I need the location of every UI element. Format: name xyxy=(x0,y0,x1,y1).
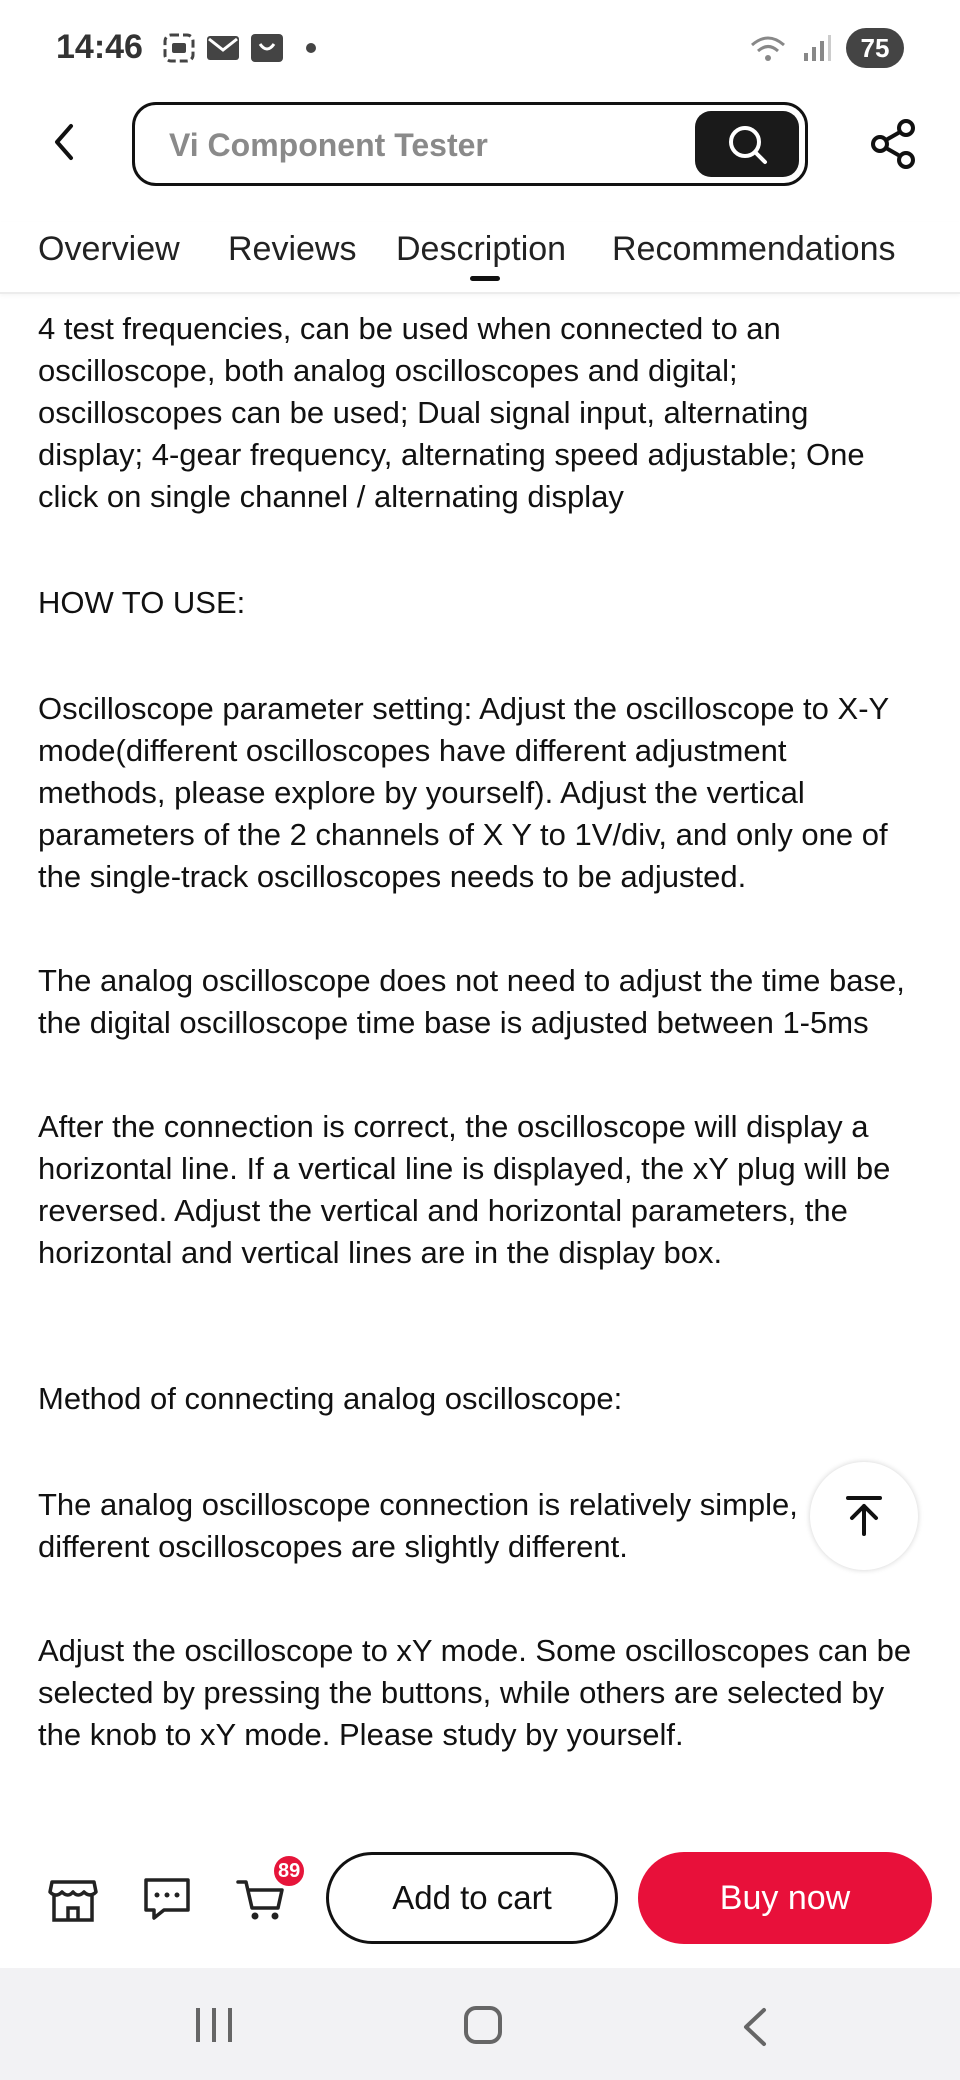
description-paragraph: Oscilloscope parameter setting: Adjust the oscilloscope to X-Y mode(different oscilloscopes have different adjustment methods, please explore by yourself). Adjust the vertical parameters of the 2 channels of X Y to 1V/div, and only one of the single-track oscilloscopes needs to be adjusted. xyxy=(38,691,889,894)
search-query: Vi Component Tester xyxy=(169,127,488,163)
system-status xyxy=(748,28,904,68)
store-icon xyxy=(46,1872,100,1926)
shop-icon xyxy=(250,32,284,64)
back-button[interactable] xyxy=(40,118,88,166)
battery-indicator: 75 xyxy=(846,28,904,68)
more-notifications-dot xyxy=(306,43,316,53)
recent-apps-button[interactable] xyxy=(196,2008,232,2042)
store-button[interactable] xyxy=(46,1872,100,1926)
cart-count-badge: 89 xyxy=(272,1854,306,1888)
system-back-button[interactable] xyxy=(740,2006,770,2053)
status-time: 14:46 xyxy=(56,28,143,66)
search-input[interactable] xyxy=(132,102,808,186)
back-to-top-button[interactable] xyxy=(810,1462,918,1570)
description-subheading: Method of connecting analog oscilloscope: xyxy=(38,1381,623,1416)
tab-recommendations[interactable]: Recommendations xyxy=(612,230,896,268)
search-button[interactable] xyxy=(695,111,799,177)
bottom-action-bar xyxy=(0,1838,960,1968)
add-to-cart-button[interactable]: Add to cart xyxy=(326,1852,618,1944)
chevron-left-icon xyxy=(49,122,79,162)
search-icon xyxy=(725,122,769,166)
tab-description[interactable]: Description xyxy=(396,230,567,268)
description-paragraph: Adjust the oscilloscope to xY mode. Some oscilloscopes can be selected by pressing the buttons, while others are selected by the knob to xY mode. Please study by yourself. xyxy=(38,1633,912,1752)
active-tab-indicator xyxy=(470,276,500,281)
home-button[interactable] xyxy=(464,2006,502,2044)
description-paragraph: The analog oscilloscope connection is relatively simple, different oscilloscopes are slightly different. xyxy=(38,1487,798,1564)
description-heading: HOW TO USE: xyxy=(38,585,246,620)
chat-icon xyxy=(140,1872,194,1926)
search-header xyxy=(0,100,960,210)
arrow-up-icon xyxy=(844,1494,884,1538)
buy-now-button[interactable]: Buy now xyxy=(638,1852,932,1944)
share-icon xyxy=(868,118,920,170)
section-tabs xyxy=(0,222,960,294)
status-bar xyxy=(0,0,960,100)
tab-reviews[interactable]: Reviews xyxy=(228,230,357,268)
tab-overview[interactable]: Overview xyxy=(38,230,180,268)
notification-icons xyxy=(162,32,316,64)
description-paragraph: The analog oscilloscope does not need to adjust the time base, the digital oscilloscope time base is adjusted between 1-5ms xyxy=(38,963,905,1040)
share-button[interactable] xyxy=(868,118,920,170)
mail-icon xyxy=(206,34,240,62)
description-content xyxy=(38,308,922,1756)
chat-button[interactable] xyxy=(140,1872,194,1926)
signal-icon xyxy=(802,33,832,63)
description-paragraph: 4 test frequencies, can be used when connected to an oscilloscope, both analog oscilloscopes and digital; oscilloscopes can be used; Dual signal input, alternating display; 4-gear frequency, alternating speed adjustable; One click on single channel / alternating display xyxy=(38,311,865,514)
wifi-icon xyxy=(748,31,788,65)
description-paragraph: After the connection is correct, the oscilloscope will display a horizontal line. If a vertical line is displayed, the xY plug will be reversed. Adjust the vertical and horizontal parameters, the horizontal and vertical lines are in the display box. xyxy=(38,1109,891,1270)
chevron-left-icon xyxy=(740,2006,770,2048)
system-navigation-bar xyxy=(0,1968,960,2080)
screenshot-icon xyxy=(162,32,196,64)
